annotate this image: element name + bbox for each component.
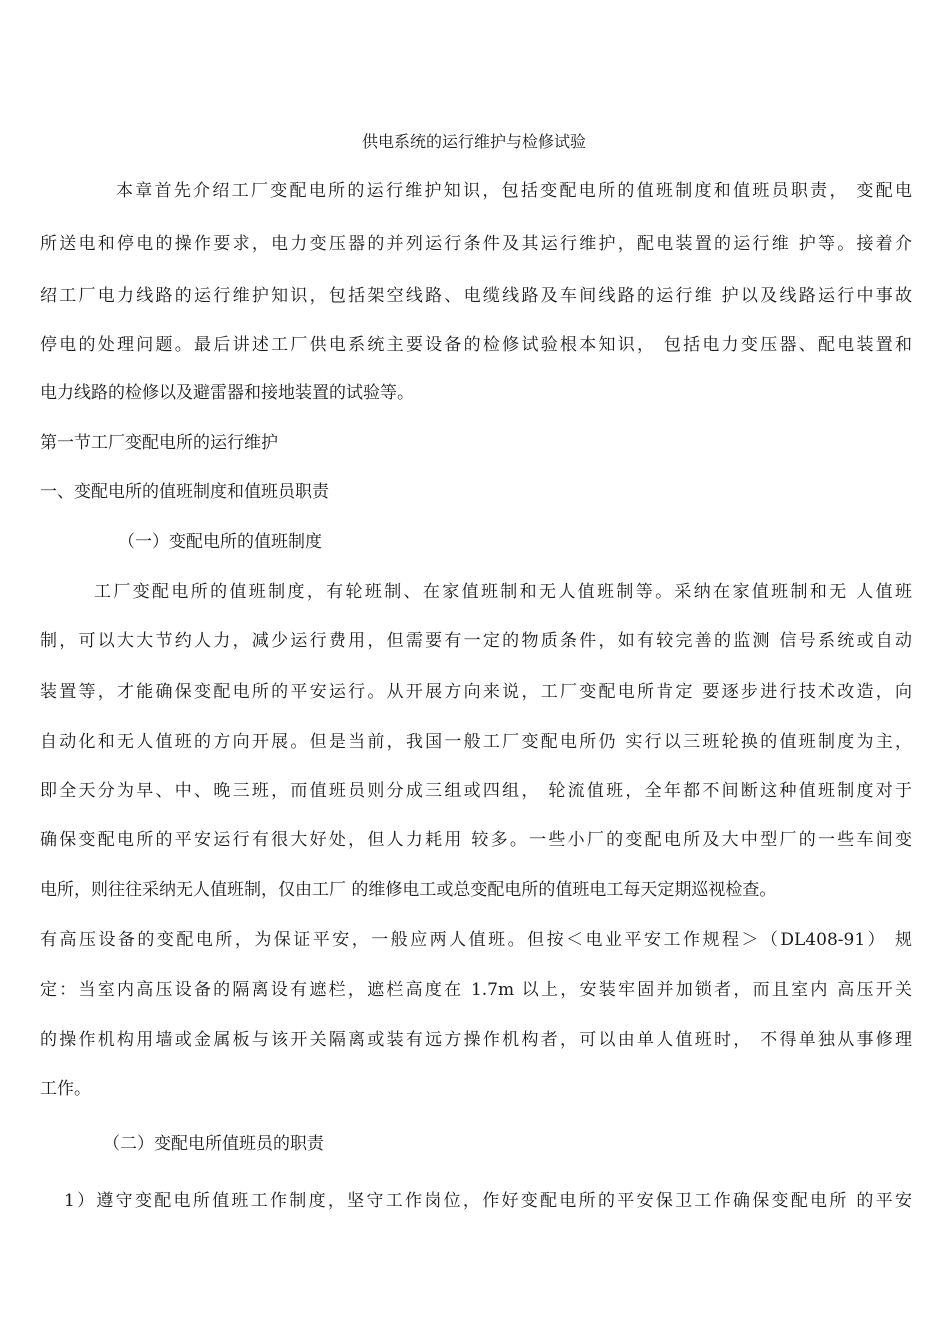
intro-line-3: 绍工厂电力线路的运行维护知识，包括架空线路、电缆线路及车间线路的运行维 护以及线路运行中事故	[40, 286, 912, 306]
para3-line-1: 1）遵守变配电所值班工作制度，坚守工作岗位，作好变配电所的平安保卫工作确保变配电所 的平安	[64, 1191, 912, 1211]
para1-line-7: 电所，则往往采纳无人值班制，仅由工厂 的维修电工或总变配电所的值班电工每天定期巡视检查。	[40, 880, 777, 900]
intro-line-4: 停电的处理问题。最后讲述工厂供电系统主要设备的检修试验根本知识， 包括电力变压器、配电装置和	[40, 335, 912, 355]
para2-line-4: 工作。	[40, 1079, 91, 1099]
item-heading-1: （一）变配电所的值班制度	[118, 532, 322, 552]
para2-line-1: 有高压设备的变配电所，为保证平安，一般应两人值班。但按＜电业平安工作规程＞（DL408-91） 规	[40, 930, 912, 950]
para1-line-3: 装置等，才能确保变配电所的平安运行。从开展方向来说，工厂变配电所肯定 要逐步进行技术改造，向	[40, 682, 912, 702]
para2-line-2: 定：当室内高压设备的隔离设有遮栏，遮栏高度在 1.7m 以上，安装牢固并加锁者，而且室内 高压开关	[40, 980, 912, 1000]
para1-line-4: 自动化和无人值班的方向开展。但是当前，我国一般工厂变配电所仍 实行以三班轮换的值班制度为主，	[40, 732, 912, 752]
section-heading: 第一节工厂变配电所的运行维护	[40, 433, 278, 453]
intro-line-2: 所送电和停电的操作要求，电力变压器的并列运行条件及其运行维护，配电装置的运行维 护等。接着介	[40, 234, 912, 254]
para1-line-5: 即全天分为早、中、晚三班，而值班员则分成三组或四组， 轮流值班，全年都不间断这种值班制度对于	[40, 781, 912, 801]
document-title: 供电系统的运行维护与检修试验	[362, 132, 587, 151]
item-heading-2: （二）变配电所值班员的职责	[103, 1134, 324, 1154]
intro-line-5: 电力线路的检修以及避雷器和接地装置的试验等。	[40, 383, 414, 403]
para1-line-6: 确保变配电所的平安运行有很大好处，但人力耗用 较多。一些小厂的变配电所及大中型厂的一些车间变	[40, 830, 912, 850]
subsection-heading: 一、变配电所的值班制度和值班员职责	[40, 482, 329, 502]
para1-line-2: 制，可以大大节约人力，减少运行费用，但需要有一定的物质条件，如有较完善的监测 信号系统或自动	[40, 631, 912, 651]
intro-line-1: 本章首先介绍工厂变配电所的运行维护知识，包括变配电所的值班制度和值班员职责， 变配电	[116, 181, 912, 201]
para1-line-1: 工厂变配电所的值班制度，有轮班制、在家值班制和无人值班制等。采纳在家值班制和无 人值班	[94, 582, 912, 602]
para2-line-3: 的操作机构用墙或金属板与该开关隔离或装有远方操作机构者，可以由单人值班时， 不得单独从事修理	[40, 1030, 912, 1050]
